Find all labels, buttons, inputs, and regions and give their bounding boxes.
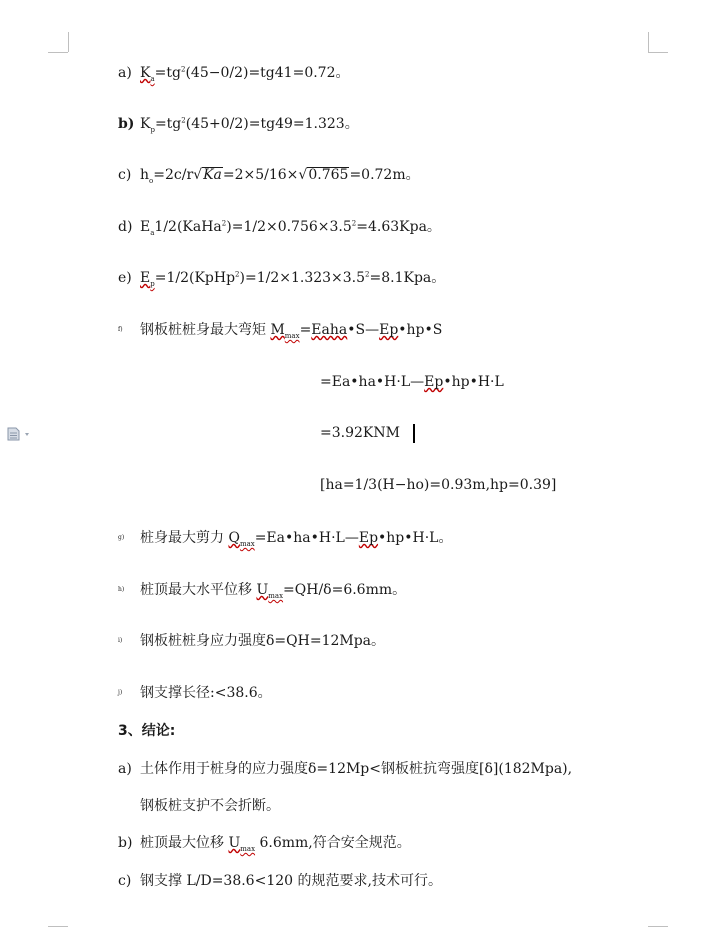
line-label: c) [118,873,132,889]
document-icon[interactable] [7,426,33,445]
calc-line-j [118,684,272,702]
conclusion-a [118,760,572,778]
text: 49=1.323。 [275,116,359,132]
text: =3.92KNM [320,425,400,441]
superscript: 2 [235,270,240,279]
symbol: Q [228,530,240,546]
sqrt-sign: √ [298,167,308,183]
subscript: o [149,176,154,185]
text: 1/2(KaHa [154,219,222,235]
text: =4.63Kpa。 [356,219,441,235]
subscript: p [150,279,155,288]
crop-mark-top-right-h [648,52,668,53]
calc-line-h [118,581,406,599]
text: 钢支撑 L/D=38.6<120 的规范要求,技术可行。 [140,873,442,889]
crop-mark-bottom-right [648,926,668,927]
subscript: a [150,74,155,83]
calc-line-b [118,115,359,133]
text: =8.1Kpa。 [369,270,446,286]
list-bullet: i) [118,637,123,644]
text: 土体作用于桩身的应力强度δ=12Mp<钢板桩抗弯强度[δ](182Mpa), [140,761,573,777]
text: 桩身最大剪力 [140,530,229,546]
crop-mark-bottom-left [48,926,68,927]
text: )=1/2×0.756×3.5 [226,219,352,235]
calc-line-g [118,529,452,547]
text: [ha=1/3(H−ho)=0.93m,hp=0.39] [320,477,557,493]
calc-line-f-cont2 [320,424,400,442]
subscript: p [150,125,155,134]
conclusion-a-cont [140,797,280,815]
text: Ep [379,322,399,338]
calc-line-d [118,218,441,236]
calc-line-e [118,269,445,287]
conclusion-c [118,872,442,890]
text: 钢板桩桩身应力强度δ=QH=12Mpa。 [140,633,386,649]
sqrt-value: Ka [203,167,222,183]
text: =tg [154,65,181,81]
symbol: M [270,322,285,338]
list-bullet: h) [118,586,125,593]
crop-mark-top-left-v [68,32,69,52]
symbol: E [140,270,151,286]
text: =2c/r [153,167,194,183]
text: = [299,322,312,338]
subscript: a [150,228,155,237]
text: Ep [424,374,444,390]
subscript: max [268,591,284,600]
sqrt-value: 0.765 [308,167,349,183]
superscript: 2 [181,116,186,125]
section-heading: 3、结论: [118,723,176,739]
symbol: K [140,65,151,81]
text: 钢板桩桩身最大弯矩 [140,322,271,338]
subscript: max [240,844,256,853]
calc-line-f [118,321,442,339]
text: 钢支撑长径:<38.6。 [140,685,272,701]
text: 钢板桩支护不会折断。 [140,798,280,814]
line-label: c) [118,167,132,183]
text: )=1/2×1.323×3.5 [239,270,366,286]
calc-line-i [118,632,385,650]
text: •hp•H·L。 [378,530,453,546]
calc-line-c [118,166,420,184]
text: (45−0/2)=tg41=0.72。 [185,65,350,81]
line-label: a) [118,65,132,81]
crop-mark-top-left-h [48,52,68,53]
text: •hp•H·L [443,374,504,390]
symbol: U [228,835,241,851]
text: 桩顶最大位移 [140,835,229,851]
symbol: E [140,219,151,235]
symbol: h [140,167,150,183]
text: (45+0/2)=tg [185,116,276,132]
calc-line-f-cont1 [320,373,504,391]
text: •hp•S [398,322,443,338]
line-label: e) [118,270,132,286]
superscript: 2 [221,219,227,228]
conclusion-b [118,834,411,852]
text-cursor [413,424,415,443]
superscript: 2 [351,219,357,228]
text: Eaha [311,322,348,338]
list-bullet: j) [118,689,123,696]
text: •S— [347,322,380,338]
text: =Ea•ha•H·L— [320,374,425,390]
line-label: b) [118,116,135,132]
text: =0.72m。 [349,167,420,183]
subscript: max [284,331,300,340]
line-label: d) [118,219,133,235]
list-bullet: g) [118,534,125,541]
symbol: U [256,582,269,598]
calc-line-a [118,64,350,82]
text: =2×5/16× [222,167,299,183]
crop-mark-top-right-v [648,32,649,52]
list-bullet: f) [118,326,123,333]
superscript: 2 [365,270,370,279]
line-label: a) [118,761,132,777]
text: =QH/δ=6.6mm。 [283,582,407,598]
text: 桩顶最大水平位移 [140,582,257,598]
sqrt-sign: √ [193,167,203,183]
subscript: max [239,539,255,548]
text: =1/2(KpHp [154,270,236,286]
symbol: K [140,116,151,132]
text: =tg [154,116,182,132]
text: Ep [358,530,379,546]
line-label: b) [118,835,133,851]
text: 6.6mm,符合安全规范。 [255,835,411,851]
text: =Ea•ha•H·L— [254,530,359,546]
calc-line-f-cont3 [320,476,556,494]
superscript: 2 [180,65,186,74]
